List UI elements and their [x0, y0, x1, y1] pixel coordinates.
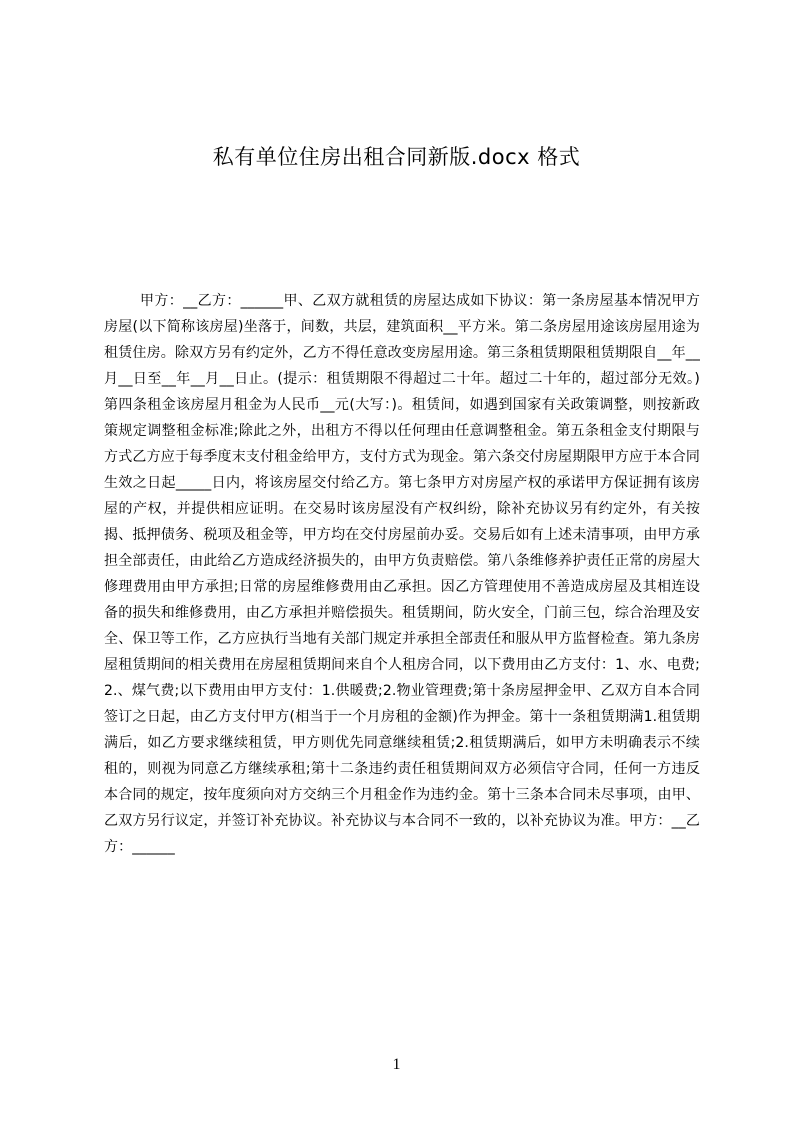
- contract-body-paragraph: 甲方：__乙方：______甲、乙双方就租赁的房屋达成如下协议：第一条房屋基本情况甲方房屋(以下简称该房屋)坐落于，间数，共层，建筑面积__平方米。第二条房屋用途该房屋用途为租赁住房。除双方另有约定外，乙方不得任意改变房屋用途。第三条租赁期限租赁期限自__年__月__日至__年__月__日止。(提示：租赁期限不得超过二十年。超过二十年的，超过部分无效。)第四条租金该房屋月租金为人民币__元(大写：)。租赁间，如遇到国家有关政策调整，则按新政策规定调整租金标准;除此之外，出租方不得以任何理由任意调整租金。第五条租金支付期限与方式乙方应于每季度末支付租金给甲方，支付方式为现金。第六条交付房屋期限甲方应于本合同生效之日起_____日内，将该房屋交付给乙方。第七条甲方对房屋产权的承诺甲方保证拥有该房屋的产权，并提供相应证明。在交易时该房屋没有产权纠纷，除补充协议另有约定外，有关按揭、抵押债务、税项及租金等，甲方均在交付房屋前办妥。交易后如有上述未清事项，由甲方承担全部责任，由此给乙方造成经济损失的，由甲方负责赔偿。第八条维修养护责任正常的房屋大修理费用由甲方承担;日常的房屋维修费用由乙承担。因乙方管理使用不善造成房屋及其相连设备的损失和维修费用，由乙方承担并赔偿损失。租赁期间，防火安全，门前三包，综合治理及安全、保卫等工作，乙方应执行当地有关部门规定并承担全部责任和服从甲方监督检查。第九条房屋租赁期间的相关费用在房屋租赁期间来自个人租房合同，以下费用由乙方支付：1、水、电费;2.、煤气费;以下费用由甲方支付：1.供暖费;2.物业管理费;第十条房屋押金甲、乙双方自本合同签订之日起，由乙方支付甲方(相当于一个月房租的金额)作为押金。第十一条租赁期满1.租赁期满后，如乙方要求继续租赁，甲方则优先同意继续租赁;2.租赁期满后，如甲方未明确表示不续租的，则视为同意乙方继续承租;第十二条违约责任租赁期间双方必须信守合同，任何一方违反本合同的规定，按年度须向对方交纳三个月租金作为违约金。第十三条本合同未尽事项，由甲、乙双方另行议定，并签订补充协议。补充协议与本合同不一致的，以补充协议为准。甲方：__乙方：______: [104, 293, 700, 855]
- page-number: 1: [392, 1056, 401, 1073]
- document-title: 私有单位住房出租合同新版.docx 格式: [212, 145, 581, 169]
